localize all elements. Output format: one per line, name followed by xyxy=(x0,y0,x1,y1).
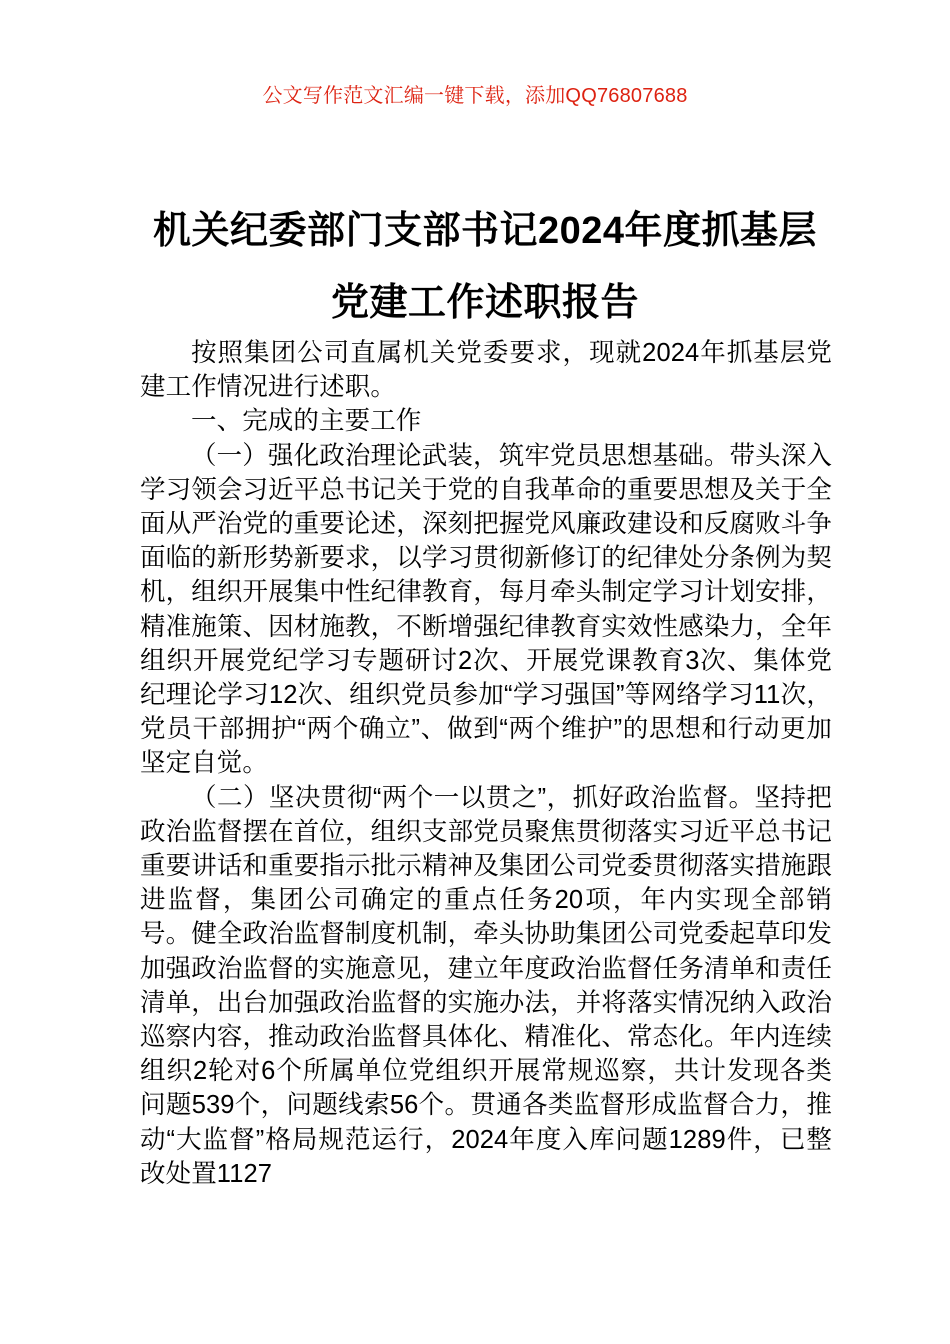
paragraph-section-1-2: （二）坚决贯彻“两个一以贯之”，抓好政治监督。坚持把政治监督摆在首位，组织支部党员聚焦贯彻落实习近平总书记重要讲话和重要指示批示精神及集团公司党委贯彻落实措施跟进监督，集团公司确定的重点任务20项，年内实现全部销号。健全政治监督制度机制，牵头协助集团公司党委起草印发加强政治监督的实施意见，建立年度政治监督任务清单和责任清单，出台加强政治监督的实施办法，并将落实情况纳入政治巡察内容，推动政治监督具体化、精准化、常态化。年内连续组织2轮对6个所属单位党组织开展常规巡察，共计发现各类问题539个，问题线索56个。贯通各类监督形成监督合力，推动“大监督”格局规范运行，2024年度入库问题1289件，已整改处置1127 xyxy=(140,783,832,1188)
promo-header-text: 公文写作范文汇编一键下载，添加QQ76807688 xyxy=(262,85,688,107)
paragraph-section-1-1: （一）强化政治理论武装，筑牢党员思想基础。带头深入学习领会习近平总书记关于党的自我革命的重要思想及关于全面从严治党的重要论述，深刻把握党风廉政建设和反腐败斗争面临的新形势新要求，以学习贯彻新修订的纪律处分条例为契机，组织开展集中性纪律教育，每月牵头制定学习计划安排，精准施策、因材施教，不断增强纪律教育实效性感染力，全年组织开展党纪学习专题研讨2次、开展党课教育3次、集体党纪理论学习12次、组织党员参加“学习强国”等网络学习11次，党员干部拥护“两个确立”、做到“两个维护”的思想和行动更加坚定自觉。 xyxy=(140,441,832,778)
page-title: 机关纪委部门支部书记2024年度抓基层党建工作述职报告 xyxy=(152,210,818,325)
paragraph-opening: 按照集团公司直属机关党委要求，现就2024年抓基层党建工作情况进行述职。 xyxy=(140,339,832,402)
document-body xyxy=(140,336,832,1191)
paragraph-heading-1: 一、完成的主要工作 xyxy=(191,407,422,436)
